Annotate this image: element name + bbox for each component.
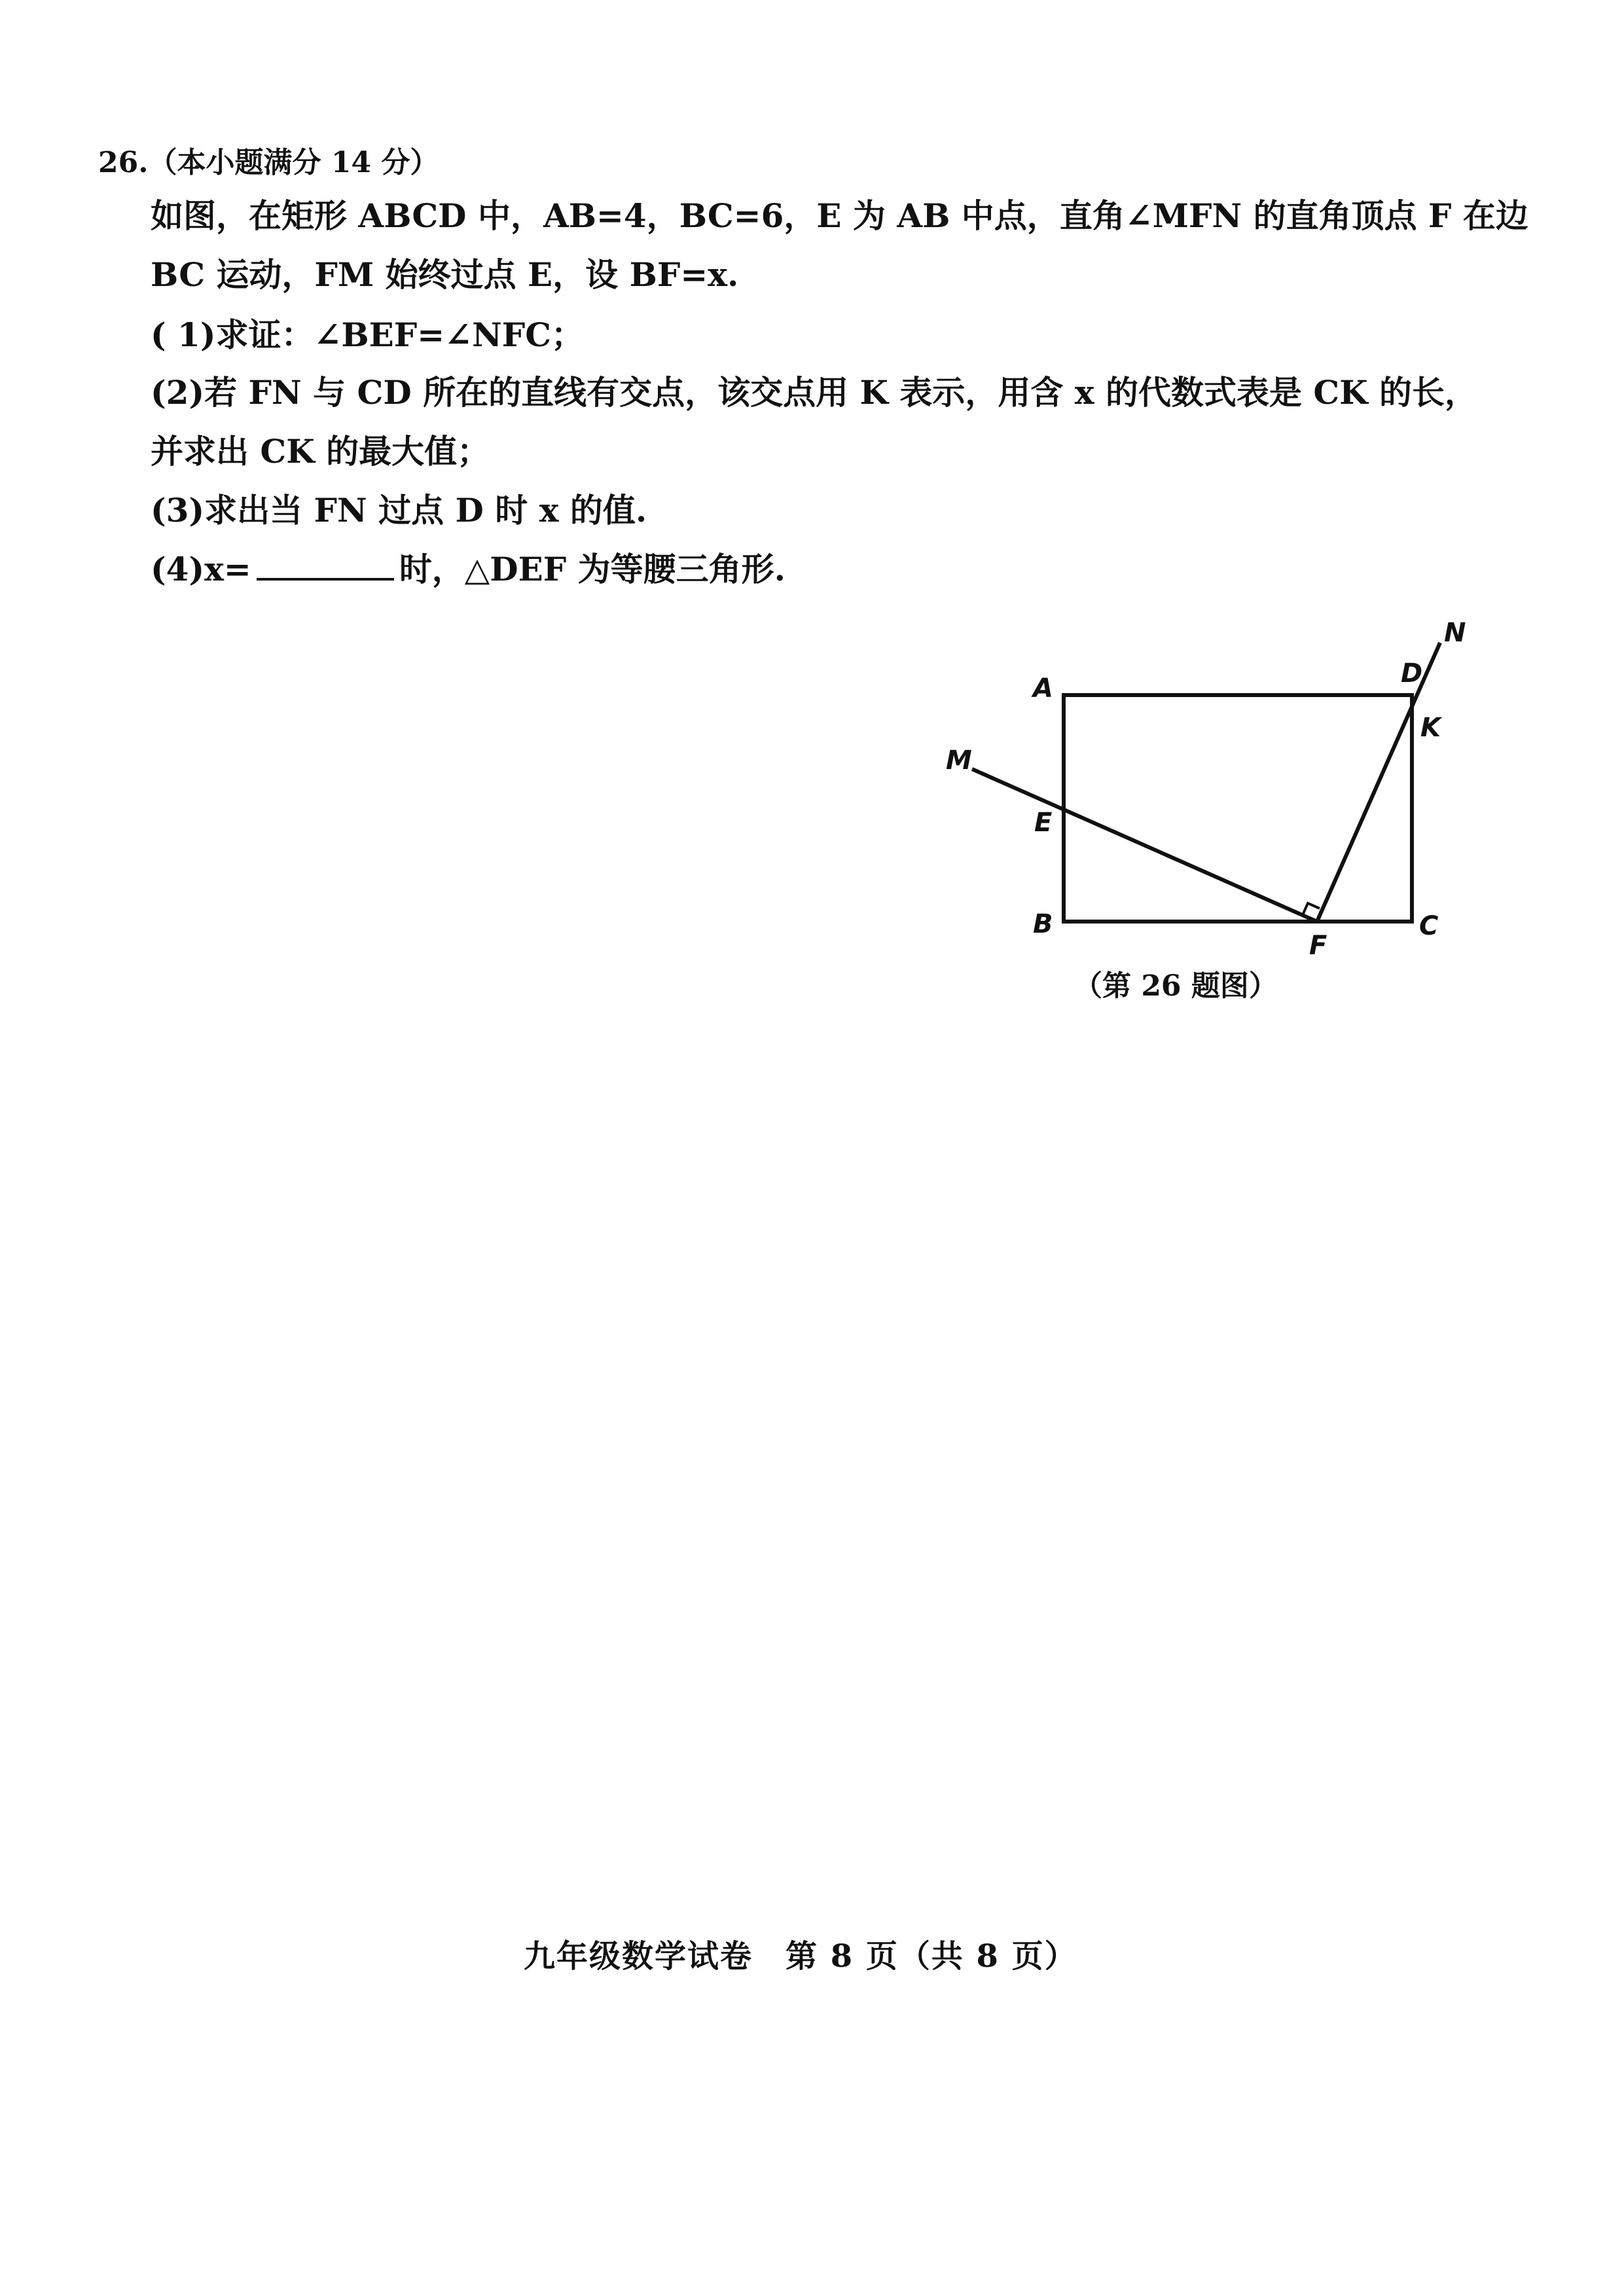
label-a: A	[1033, 673, 1053, 704]
question-4-prefix: (4)x=	[151, 550, 251, 588]
label-d: D	[1401, 658, 1423, 689]
geometry-figure	[916, 609, 1506, 1014]
question-1: ( 1)求证：∠BEF=∠NFC；	[151, 315, 585, 354]
problem-26	[98, 137, 1528, 588]
page-footer: 九年级数学试卷 第 8 页（共 8 页）	[524, 1938, 1077, 1975]
question-2-line-1: (2)若 FN 与 CD 所在的直线有交点，该交点用 K 表示，用含 x 的代数式表是 CK 的长，	[151, 373, 1478, 412]
label-k: K	[1420, 713, 1441, 743]
figure-caption: （第 26 题图）	[1074, 969, 1278, 1003]
label-m: M	[946, 745, 972, 776]
question-3: (3)求出当 FN 过点 D 时 x 的值.	[151, 491, 647, 529]
problem-stem-line-2: BC 运动，FM 始终过点 E，设 BF=x.	[151, 255, 739, 294]
line-mf	[972, 769, 1317, 922]
label-f: F	[1309, 931, 1327, 961]
label-e: E	[1034, 808, 1053, 838]
figure-svg	[916, 609, 1506, 1014]
label-b: B	[1033, 909, 1053, 939]
problem-header: 26.（本小题满分 14 分）	[98, 146, 439, 179]
right-angle-mark	[1303, 903, 1320, 915]
problem-stem-line-1: 如图，在矩形 ABCD 中，AB=4，BC=6，E 为 AB 中点，直角∠MFN 的直角顶点 F 在边	[151, 196, 1528, 235]
question-4-suffix: 时，△DEF 为等腰三角形.	[399, 550, 786, 588]
label-c: C	[1419, 911, 1439, 941]
label-n: N	[1444, 618, 1466, 648]
question-4	[151, 543, 785, 596]
question-2-line-2: 并求出 CK 的最大值；	[151, 432, 490, 471]
answer-blank[interactable]	[257, 549, 394, 581]
